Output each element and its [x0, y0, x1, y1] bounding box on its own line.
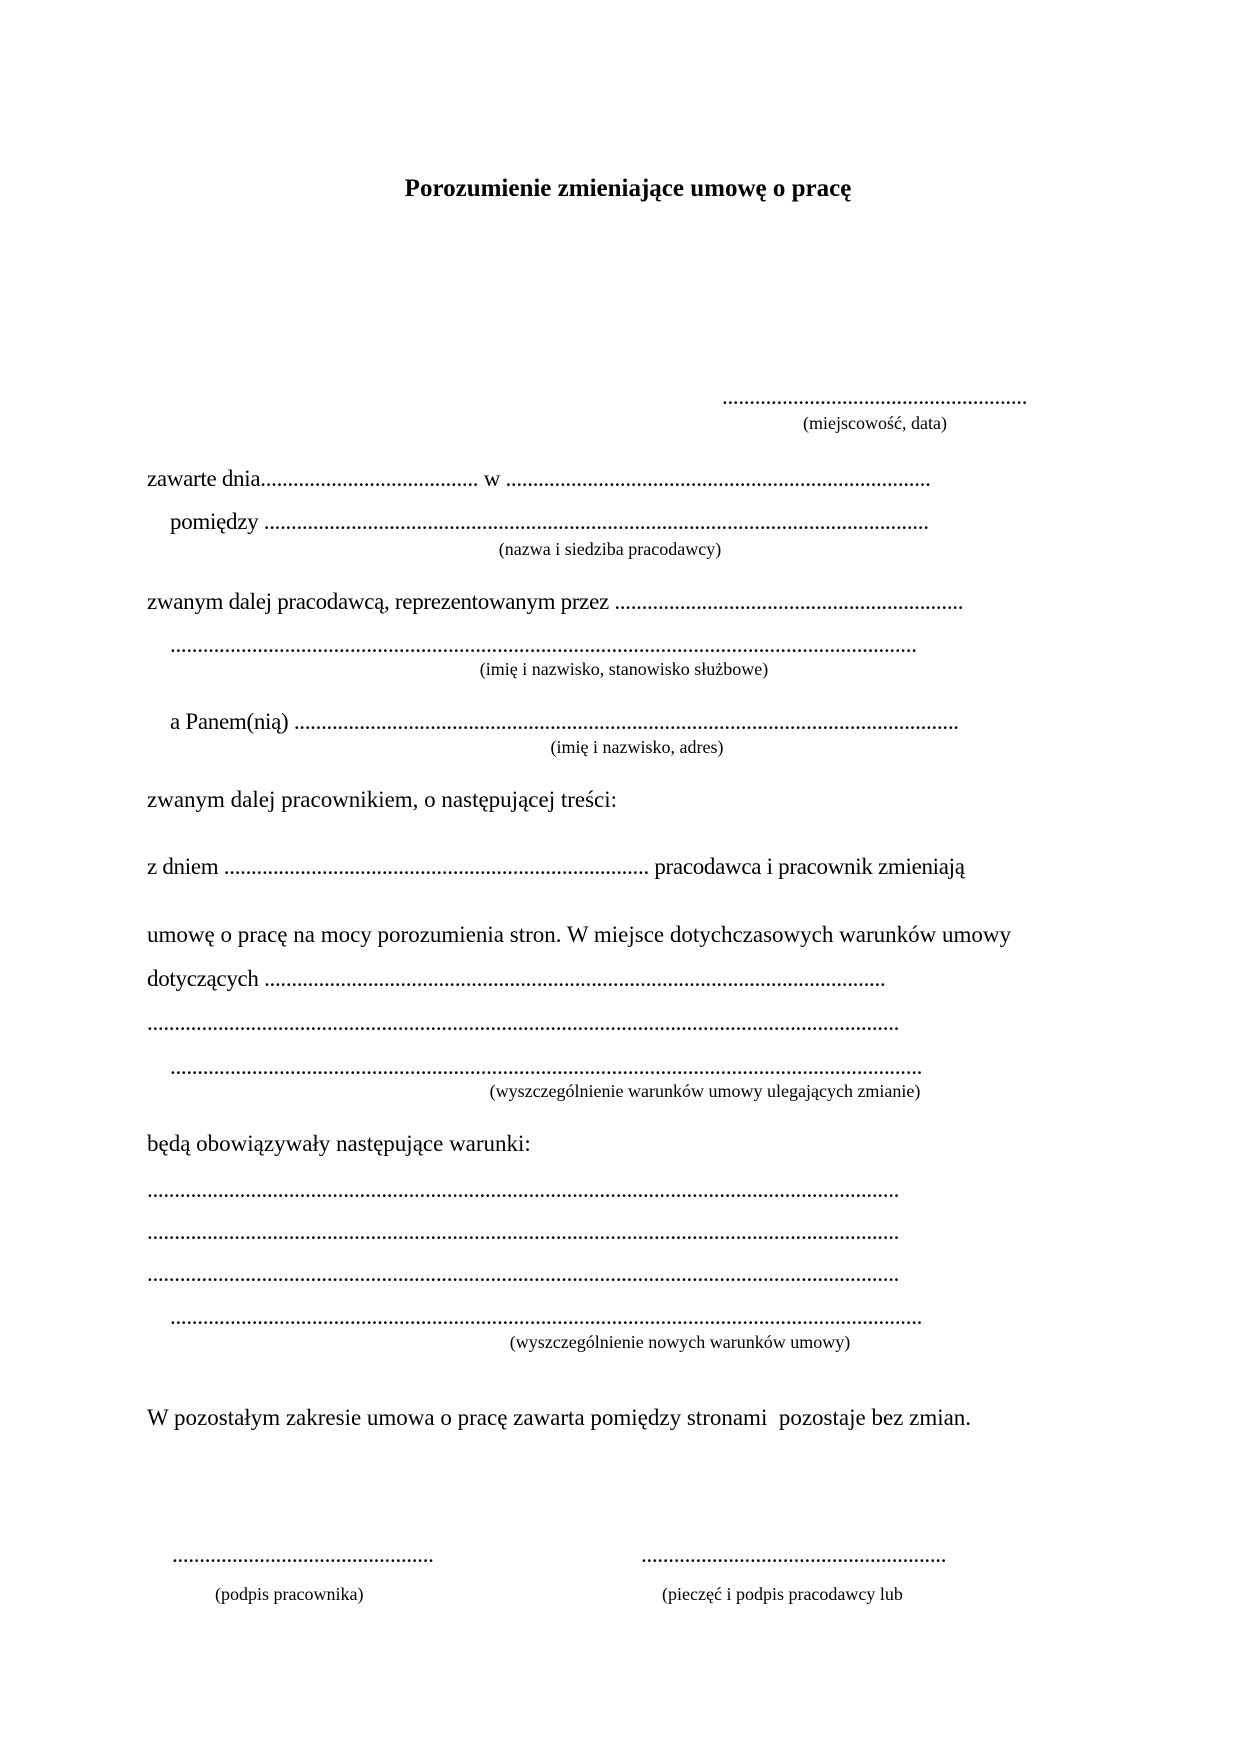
closing-line: W pozostałym zakresie umowa o pracę zawarta pomiędzy stronami pozostaje bez zmian.	[147, 1405, 972, 1430]
employer-signature-line: ........................................................	[641, 1542, 947, 1567]
new-terms-dots-line: ..........................................................................................................................................	[170, 1304, 923, 1329]
concluded-line: zawarte dnia........................................ w ..............................................................................	[147, 466, 931, 491]
employee-caption: (imię i nazwisko, adres)	[550, 737, 724, 757]
changed-terms-caption: (wyszczególnienie warunków umowy ulegających zmianie)	[489, 1081, 921, 1101]
dots-line-1: ..........................................................................................................................................	[147, 1010, 900, 1035]
place-date-caption: (miejscowość, data)	[803, 413, 947, 433]
agreement-line: umowę o pracę na mocy porozumienia stron. W miejsce dotychczasowych warunków umowy	[147, 922, 1011, 947]
employer-caption: (nazwa i siedziba pracodawcy)	[498, 539, 722, 559]
called-employee-line: zwanym dalej pracownikiem, o następującej treści:	[147, 787, 618, 812]
new-terms-dots-line: ..........................................................................................................................................	[147, 1219, 900, 1244]
dots-line-2: ..........................................................................................................................................	[170, 1054, 923, 1079]
represented-line: zwanym dalej pracodawcą, reprezentowanym przez ................................................................	[147, 589, 964, 614]
between-line: pomiędzy ..........................................................................................................................	[170, 509, 929, 534]
place-date-dots: ........................................................	[722, 384, 1028, 409]
concerning-line: dotyczących ..................................................................................................................	[147, 966, 886, 991]
employer-signature-caption: (pieczęć i podpis pracodawcy lub	[662, 1584, 903, 1604]
employee-signature-line: ................................................	[172, 1542, 434, 1567]
new-terms-intro: będą obowiązywały następujące warunki:	[147, 1131, 531, 1156]
representative-caption: (imię i nazwisko, stanowisko służbowe)	[479, 659, 769, 679]
employee-signature-caption: (podpis pracownika)	[215, 1584, 364, 1604]
new-terms-dots-line: ..........................................................................................................................................	[147, 1261, 900, 1286]
document-title: Porozumienie zmieniające umowę o pracę	[404, 175, 852, 202]
representative-dots: .........................................................................................................................................	[170, 632, 917, 657]
new-terms-caption: (wyszczególnienie nowych warunków umowy)	[509, 1332, 851, 1352]
employee-line: a Panem(nią) ..........................................................................................................................	[170, 709, 959, 734]
new-terms-dots-line: ..........................................................................................................................................	[147, 1177, 900, 1202]
from-day-line: z dniem .............................................................................. pracodawca i pracownik zmieniają	[147, 854, 965, 879]
